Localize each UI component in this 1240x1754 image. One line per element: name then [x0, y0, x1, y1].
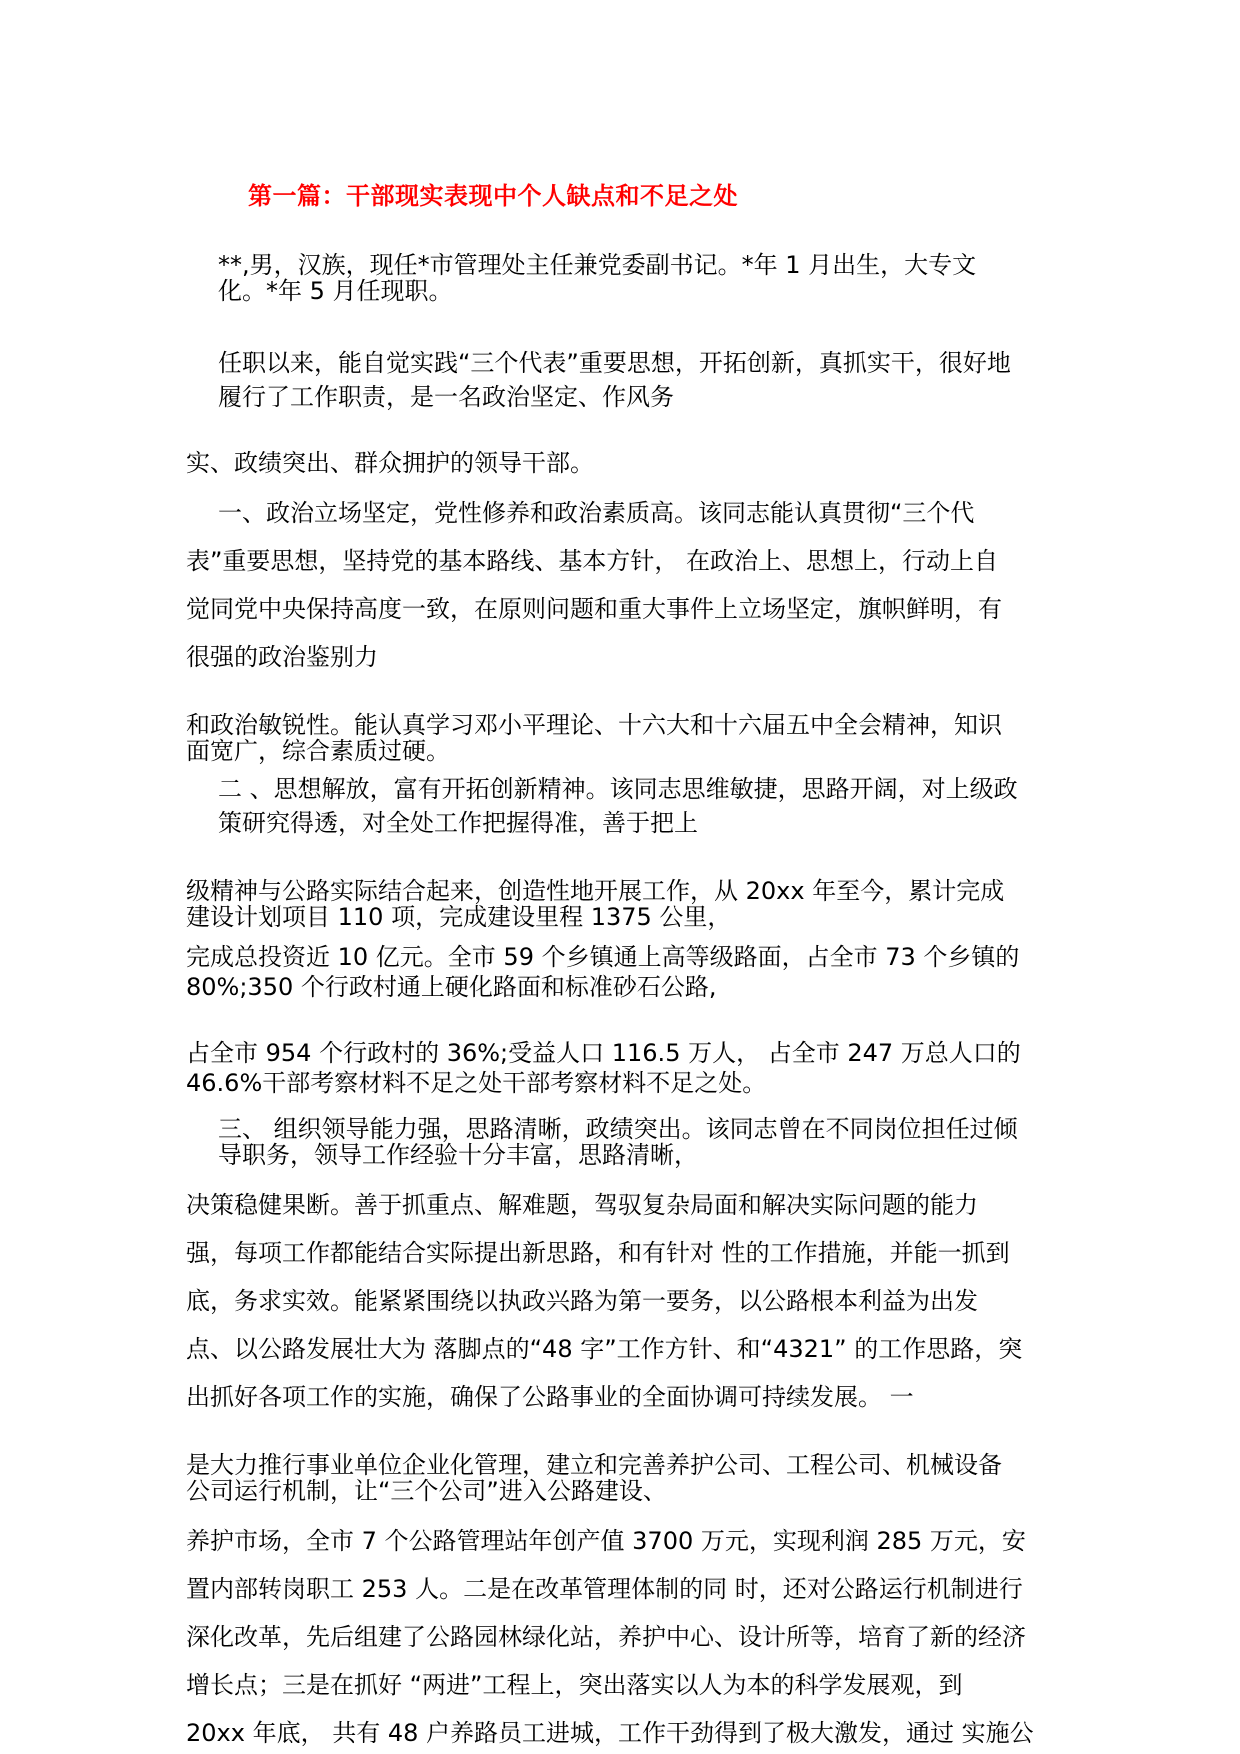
- body-line: 任职以来，能自觉实践“三个代表”重要思想，开拓创新，真抓实干，很好地: [218, 349, 1011, 377]
- body-line: 策研究得透，对全处工作把握得准，善于把上: [218, 809, 698, 837]
- body-line: 占全市 954 个行政村的 36%;受益人口 116.5 万人， 占全市 247 万总人口的: [186, 1039, 1021, 1067]
- body-line: 二 、思想解放，富有开拓创新精神。该同志思维敏捷，思路开阔，对上级政: [218, 775, 1018, 803]
- body-line: 深化改革，先后组建了公路园林绿化站，养护中心、设计所等，培育了新的经济: [186, 1623, 1026, 1651]
- body-line: 和政治敏锐性。能认真学习邓小平理论、十六大和十六届五中全会精神，知识: [186, 711, 1002, 739]
- body-line: 出抓好各项工作的实施，确保了公路事业的全面协调可持续发展。 一: [186, 1383, 914, 1411]
- body-line: 点、以公路发展壮大为 落脚点的“48 字”工作方针、和“4321” 的工作思路，突: [186, 1335, 1023, 1363]
- body-line: 化。*年 5 月任现职。: [218, 277, 453, 305]
- body-line: 三、 组织领导能力强，思路清晰，政绩突出。该同志曾在不同岗位担任过倾: [218, 1115, 1018, 1143]
- document-title: 第一篇：干部现实表现中个人缺点和不足之处: [248, 182, 738, 210]
- body-line: 表”重要思想，坚持党的基本路线、基本方针， 在政治上、思想上，行动上自: [186, 547, 999, 575]
- body-line: 履行了工作职责，是一名政治坚定、作风务: [218, 383, 674, 411]
- body-line: 建设计划项目 110 项，完成建设里程 1375 公里，: [186, 903, 732, 931]
- body-line: 是大力推行事业单位企业化管理，建立和完善养护公司、工程公司、机械设备: [186, 1451, 1002, 1479]
- body-line: 20xx 年底， 共有 48 户养路员工进城，工作干劲得到了极大激发，通过 实施公: [186, 1719, 1034, 1747]
- body-line: 很强的政治鉴别力: [186, 643, 378, 671]
- body-line: 公司运行机制，让“三个公司”进入公路建设、: [186, 1477, 667, 1505]
- body-line: 增长点；三是在抓好 “两进”工程上，突出落实以人为本的科学发展观，到: [186, 1671, 963, 1699]
- body-line: 决策稳健果断。善于抓重点、解难题，驾驭复杂局面和解决实际问题的能力: [186, 1191, 978, 1219]
- body-line: **,男，汉族，现任*市管理处主任兼党委副书记。*年 1 月出生，大专文: [218, 251, 977, 279]
- body-line: 实、政绩突出、群众拥护的领导干部。: [186, 449, 594, 477]
- body-line: 46.6%干部考察材料不足之处干部考察材料不足之处。: [186, 1069, 767, 1097]
- body-line: 养护市场，全市 7 个公路管理站年创产值 3700 万元，实现利润 285 万元，安: [186, 1527, 1026, 1555]
- body-line: 80%;350 个行政村通上硬化路面和标准砂石公路,: [186, 973, 717, 1001]
- body-line: 强，每项工作都能结合实际提出新思路，和有针对 性的工作措施，并能一抓到: [186, 1239, 1010, 1267]
- body-line: 置内部转岗职工 253 人。二是在改革管理体制的同 时，还对公路运行机制进行: [186, 1575, 1023, 1603]
- body-line: 完成总投资近 10 亿元。全市 59 个乡镇通上高等级路面，占全市 73 个乡镇的: [186, 943, 1020, 971]
- body-line: 底，务求实效。能紧紧围绕以执政兴路为第一要务，以公路根本利益为出发: [186, 1287, 978, 1315]
- body-line: 一、政治立场坚定，党性修养和政治素质高。该同志能认真贯彻“三个代: [218, 499, 975, 527]
- body-line: 面宽广，综合素质过硬。: [186, 737, 450, 765]
- body-line: 级精神与公路实际结合起来，创造性地开展工作，从 20xx 年至今，累计完成: [186, 877, 1005, 905]
- body-line: 觉同党中央保持高度一致，在原则问题和重大事件上立场坚定，旗帜鲜明，有: [186, 595, 1002, 623]
- body-line: 导职务，领导工作经验十分丰富，思路清晰，: [218, 1141, 698, 1169]
